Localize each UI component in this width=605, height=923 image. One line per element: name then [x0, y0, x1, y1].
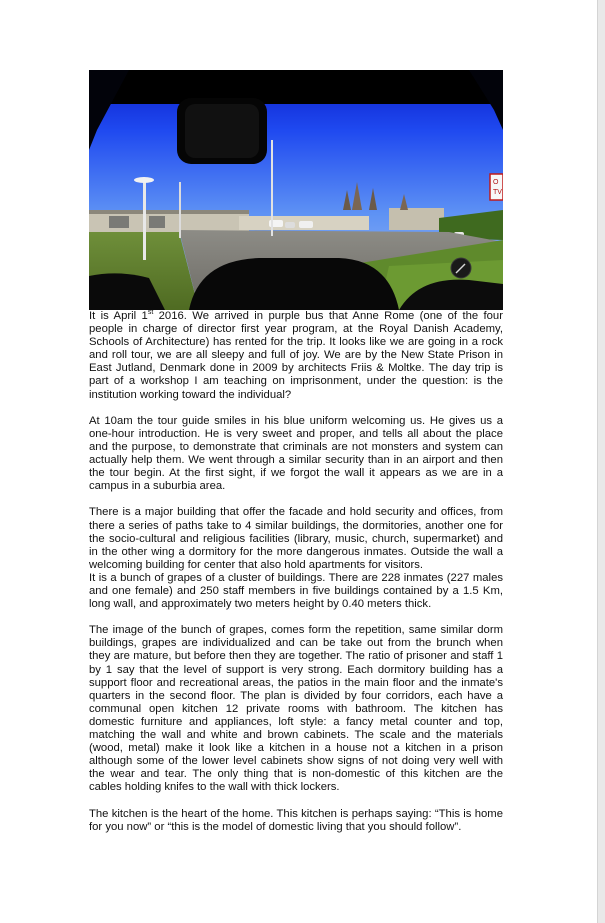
article-text — [89, 310, 503, 847]
road-sign-text-2: TV — [493, 189, 502, 196]
page-edge — [597, 0, 605, 923]
bus-windshield-photo — [89, 70, 503, 310]
paragraph-6: The kitchen is the heart of the home. This kitchen is perhaps saying: “This is home for you now” or “this is the model of domestic living that you should follow”. — [89, 807, 503, 833]
road-sign-text-1: O — [493, 179, 499, 186]
paragraph-1-start: It is April 1 — [89, 310, 148, 322]
paragraph-3: There is a major building that offer the facade and hold security and offices, from there a series of paths take to 4 similar buildings, the dormitories, another one for the socio-cultural and religious facilities (library, music, church, supermarket) and in the other wing a dormitory for the more dangerous inmates. Outside the wall a welcoming building for center that also hold apartments for visitors. — [89, 506, 503, 571]
paragraph-1 — [89, 310, 503, 402]
ordinal-suffix: st — [147, 309, 154, 317]
paragraph-1-rest: 2016. We arrived in purple bus that Anne Rome (one of the four people in charge of director first year program, at the Royal Danish Academy, Schools of Architecture) has rented for the trip. It looks like we are going in a rock and roll tour, we are all sleepy and full of joy. We are by the New State Prison in East Jutland, Denmark done in 2009 by architects Friis & Moltke. The day trip is part of a workshop I am teaching on imprisonment, under the question: is the institution working toward the individual? — [89, 310, 503, 401]
paragraph-5: The image of the bunch of grapes, comes form the repetition, same similar dorm buildings, grapes are individualized and can be take out from the brunch when they are mature, but before then they are together. The ratio of prisoner and staff 1 by 1 say that the level of support is very strong. Each dormitory building has a support floor and recreational areas, the patios in the main floor and the inmate's quarters in the second floor. The plan is divided by four corridors, each have a communal open kitchen 12 private rooms with bathroom. The kitchen has domestic furniture and appliances, loft style: a fancy metal counter and top, matching the wall and white and brown cabinets. The scale and the materials (wood, metal) make it look like a kitchen in a house not a kitchen in a prison although some of the lower level cabinets show signs of not doing very well with the wear and tear. The only thing that is non-domestic of this kitchen are the cables holding knifes to the wall with thick lockers. — [89, 624, 503, 794]
paragraph-4: It is a bunch of grapes of a cluster of buildings. There are 228 inmates (227 males and one female) and 250 staff members in five buildings contained by a 1.5 Km, long wall, and approximately two meters height by 0.40 meters thick. — [89, 571, 503, 611]
paragraph-2: At 10am the tour guide smiles in his blue uniform welcoming us. He gives us a one-hour introduction. He is very sweet and proper, and tells all about the place and the purpose, to demonstrate that criminals are not monsters and system can actually help them. We went through a similar security than in an airport and then the tour begin. At the first sight, if we forgot the wall it appears as we are in a campus in a suburbia area. — [89, 414, 503, 493]
